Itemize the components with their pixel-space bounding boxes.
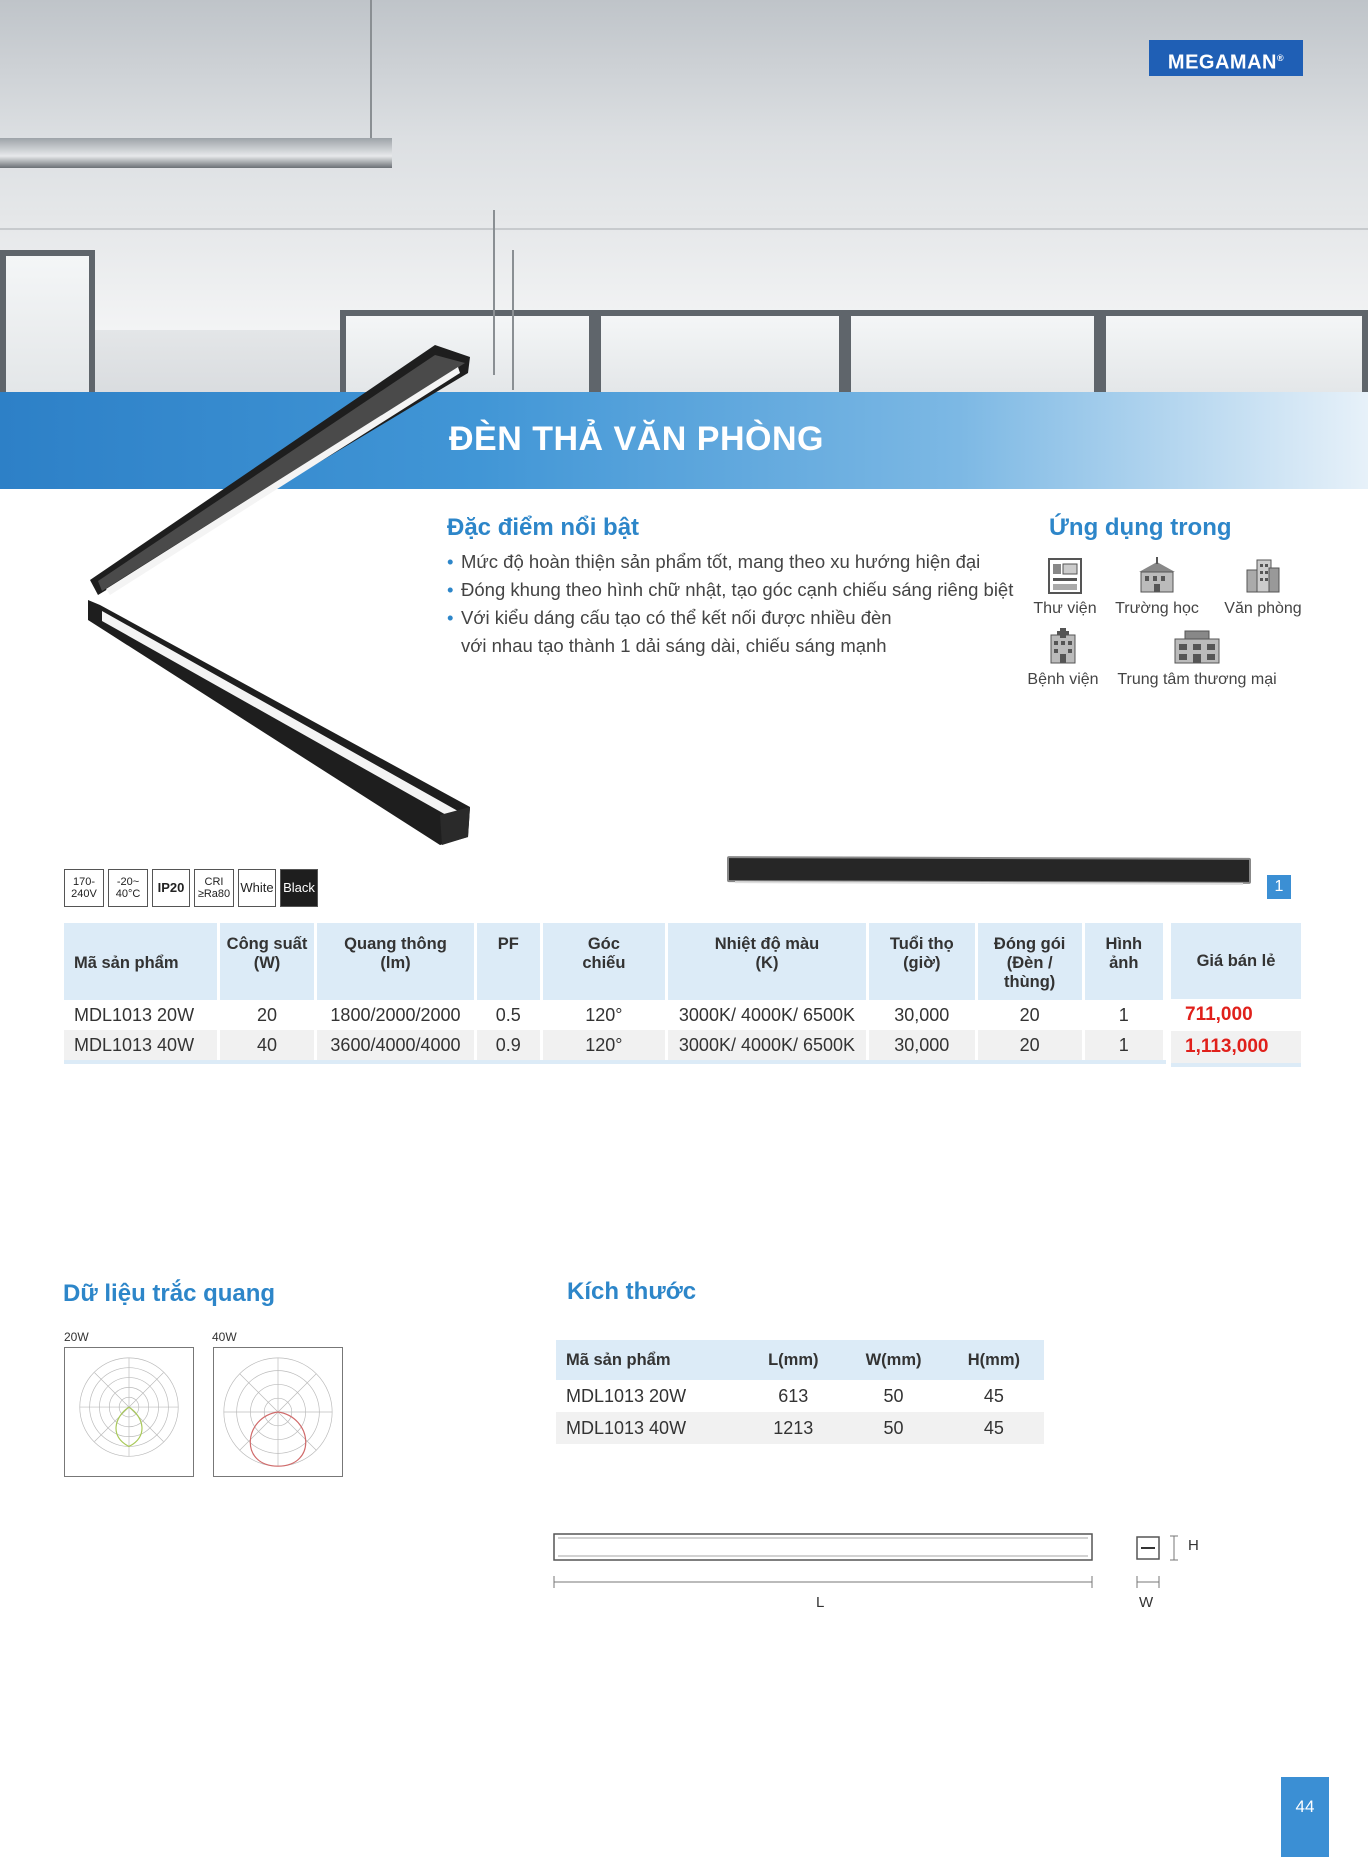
col-life: Tuổi thọ (giờ) xyxy=(867,923,976,1000)
col-cct: Nhiệt độ màu (K) xyxy=(667,923,868,1000)
polar-chart-20w xyxy=(64,1347,194,1477)
lamp-product-image xyxy=(80,345,480,845)
table-header-row xyxy=(64,923,1165,1000)
ip-badge: IP20 xyxy=(152,869,190,907)
photometric-title: Dữ liệu trắc quang xyxy=(63,1280,276,1307)
dimension-drawing xyxy=(550,1530,1230,1620)
price-value: 711,000 xyxy=(1171,999,1301,1031)
dimensions-table xyxy=(556,1340,1044,1444)
brand-logo: MEGAMAN® xyxy=(1149,40,1303,76)
spec-table xyxy=(64,923,1166,1064)
table-row: MDL1013 20W 20 1800/2000/2000 0.5 120° 3000K/ 4000K/ 6500K 30,000 20 1 xyxy=(64,1000,1165,1030)
col-image: Hình ảnh xyxy=(1083,923,1164,1000)
office-building-icon xyxy=(1243,556,1283,596)
library-icon xyxy=(1045,556,1085,596)
table-row: MDL1013 40W 40 3600/4000/4000 0.9 120° 3000K/ 4000K/ 6500K 30,000 20 1 xyxy=(64,1030,1165,1062)
price-value: 1,113,000 xyxy=(1171,1031,1301,1065)
mall-icon xyxy=(1171,627,1223,667)
feature-item: • Với kiểu dáng cấu tạo có thể kết nối được nhiều đèn xyxy=(447,607,892,628)
col-pack: Đóng gói (Đèn / thùng) xyxy=(976,923,1083,1000)
page-number: 44 xyxy=(1281,1777,1329,1857)
white-color-badge: White xyxy=(238,869,276,907)
feature-item: với nhau tạo thành 1 dải sáng dài, chiếu sáng mạnh xyxy=(461,635,887,656)
lamp-side-view xyxy=(727,856,1251,884)
photometric-label-40w: 40W xyxy=(212,1330,237,1344)
col-power: Công suất (W) xyxy=(219,923,316,1000)
applications-title: Ứng dụng trong xyxy=(1049,514,1232,541)
col-angle: Góc chiếu xyxy=(541,923,667,1000)
voltage-badge: 170- 240V xyxy=(64,869,104,907)
school-icon xyxy=(1135,556,1179,596)
dimensions-title: Kích thước xyxy=(567,1278,697,1305)
price-table xyxy=(1171,923,1301,1067)
app-mall: Trung tâm thương mại xyxy=(1107,627,1287,689)
app-library: Thư viện xyxy=(1015,556,1115,618)
app-hospital: Bệnh viện xyxy=(1013,627,1113,689)
app-school: Trường học xyxy=(1107,556,1207,618)
col-code: Mã sản phẩm xyxy=(64,923,219,1000)
table-row: MDL1013 20W 613 50 45 xyxy=(566,1385,1004,1406)
polar-chart-40w xyxy=(213,1347,343,1477)
photometric-label-20w: 20W xyxy=(64,1330,89,1344)
col-flux: Quang thông (lm) xyxy=(315,923,475,1000)
page-title: ĐÈN THẢ VĂN PHÒNG xyxy=(449,420,824,458)
width-label: W xyxy=(1139,1594,1154,1611)
table-row: MDL1013 40W 1213 50 45 xyxy=(556,1412,1044,1444)
spec-badges xyxy=(64,869,318,909)
table-header-row: Mã sản phẩm L(mm) W(mm) H(mm) xyxy=(556,1340,1044,1380)
feature-item: • Đóng khung theo hình chữ nhật, tạo góc cạnh chiếu sáng riêng biệt xyxy=(447,579,1014,600)
length-label: L xyxy=(816,1594,825,1611)
col-price: Giá bán lẻ xyxy=(1171,923,1301,999)
app-office: Văn phòng xyxy=(1213,556,1313,618)
features-title: Đặc điểm nổi bật xyxy=(447,514,640,541)
black-color-badge: Black xyxy=(280,869,318,907)
temperature-badge: -20~ 40°C xyxy=(108,869,148,907)
feature-item: • Mức độ hoàn thiện sản phẩm tốt, mang theo xu hướng hiện đại xyxy=(447,551,981,572)
features-list xyxy=(447,548,1017,660)
pendant-lamp-photo xyxy=(0,138,392,168)
height-label: H xyxy=(1188,1537,1199,1554)
product-image-number: 1 xyxy=(1267,875,1291,899)
col-pf: PF xyxy=(476,923,542,1000)
cri-badge: CRI ≥Ra80 xyxy=(194,869,234,907)
hospital-icon xyxy=(1043,627,1083,667)
